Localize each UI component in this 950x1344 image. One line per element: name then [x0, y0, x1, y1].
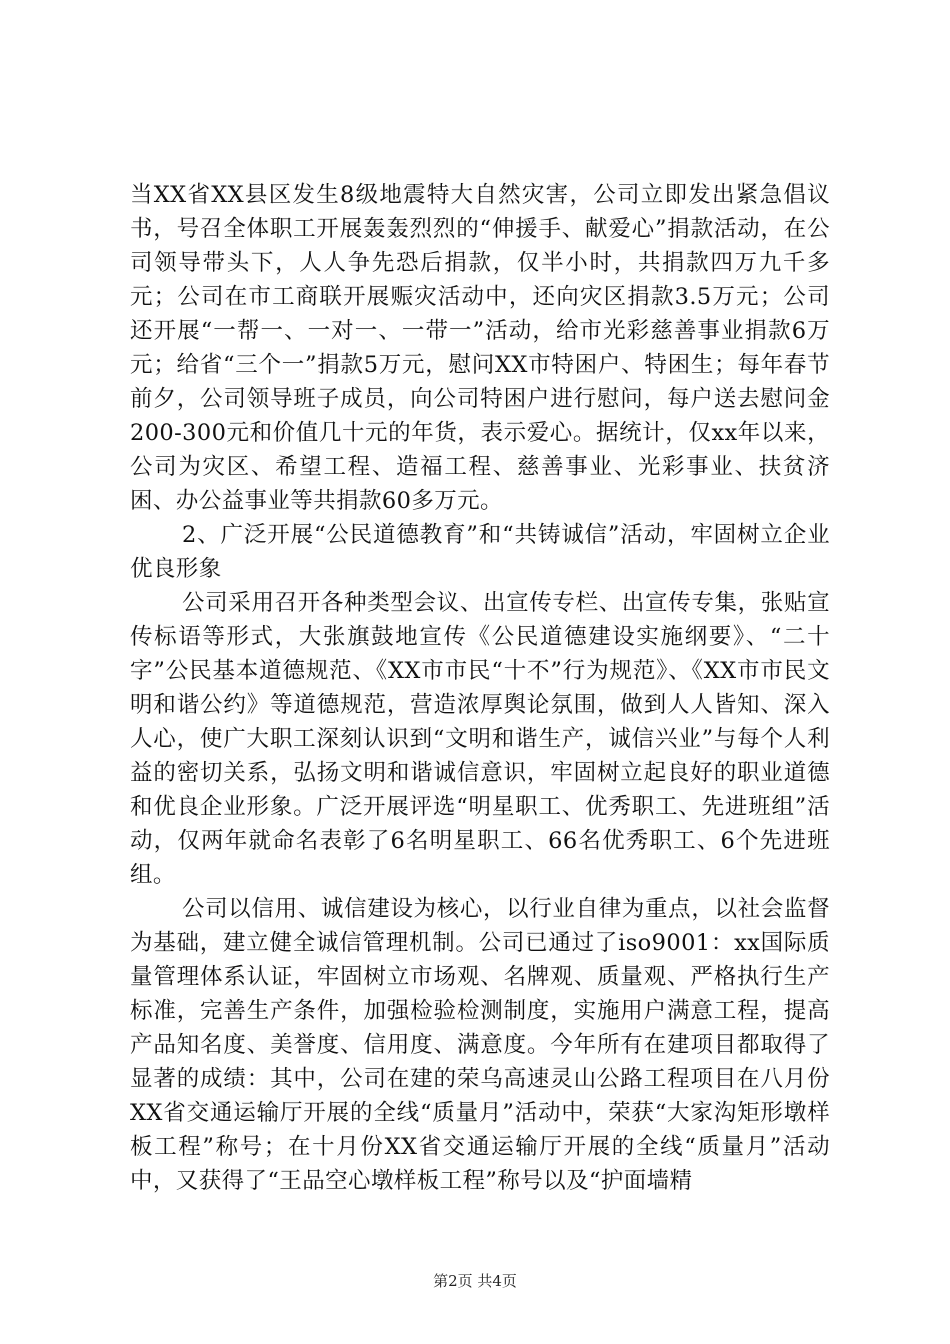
- page-number-footer: 第2页 共4页: [433, 1272, 517, 1290]
- paragraph-moral-publicity: 公司采用召开各种类型会议、出宣传专栏、出宣传专集，张贴宣传标语等形式，大张旗鼓地宣传《公民道德建设实施纲要》、“二十字”公民基本道德规范、《XX市市民“十不”行为规范》、《XX市市民文明和谐公约》等道德规范，营造浓厚舆论氛围，做到人人皆知、深入人心，使广大职工深刻认识到“文明和谐生产，诚信兴业”与每个人利益的密切关系，弘扬文明和谐诚信意识，牢固树立起良好的职业道德和优良企业形象。广泛开展评选“明星职工、优秀职工、先进班组”活动，仅两年就命名表彰了6名明星职工、66名优秀职工、6个先进班组。: [130, 590, 830, 888]
- paragraph-credit-quality: 公司以信用、诚信建设为核心，以行业自律为重点，以社会监督为基础，建立健全诚信管理机制。公司已通过了iso9001：xx国际质量管理体系认证，牢固树立市场观、名牌观、质量观、严格执行生产标准，完善生产条件，加强检验检测制度，实施用户满意工程，提高产品知名度、美誉度、信用度、满意度。今年所有在建项目都取得了显著的成绩：其中，公司在建的荣乌高速灵山公路工程项目在八月份XX省交通运输厅开展的全线“质量月”活动中，荣获“大家沟矩形墩样板工程”称号；在十月份XX省交通运输厅开展的全线“质量月”活动中，又获得了“王品空心墩样板工程”称号以及“护面墙精: [130, 896, 830, 1194]
- section-heading-moral-education: 2、广泛开展“公民道德教育”和“共铸诚信”活动，牢固树立企业优良形象: [130, 522, 830, 582]
- paragraph-donations: 当XX省XX县区发生8级地震特大自然灾害，公司立即发出紧急倡议书，号召全体职工开展轰轰烈烈的“伸援手、献爱心”捐款活动，在公司领导带头下，人人争先恐后捐款，仅半小时，共捐款四万九千多元；公司在市工商联开展赈灾活动中，还向灾区捐款3.5万元；公司还开展“一帮一、一对一、一带一”活动，给市光彩慈善事业捐款6万元；给省“三个一”捐款5万元，慰问XX市特困户、特困生；每年春节前夕，公司领导班子成员，向公司特困户进行慰问，每户送去慰问金200-300元和价值几十元的年货，表示爱心。据统计，仅xx年以来，公司为灾区、希望工程、造福工程、慈善事业、光彩事业、扶贫济困、办公益事业等共捐款60多万元。: [130, 182, 830, 514]
- document-body: [130, 178, 830, 1198]
